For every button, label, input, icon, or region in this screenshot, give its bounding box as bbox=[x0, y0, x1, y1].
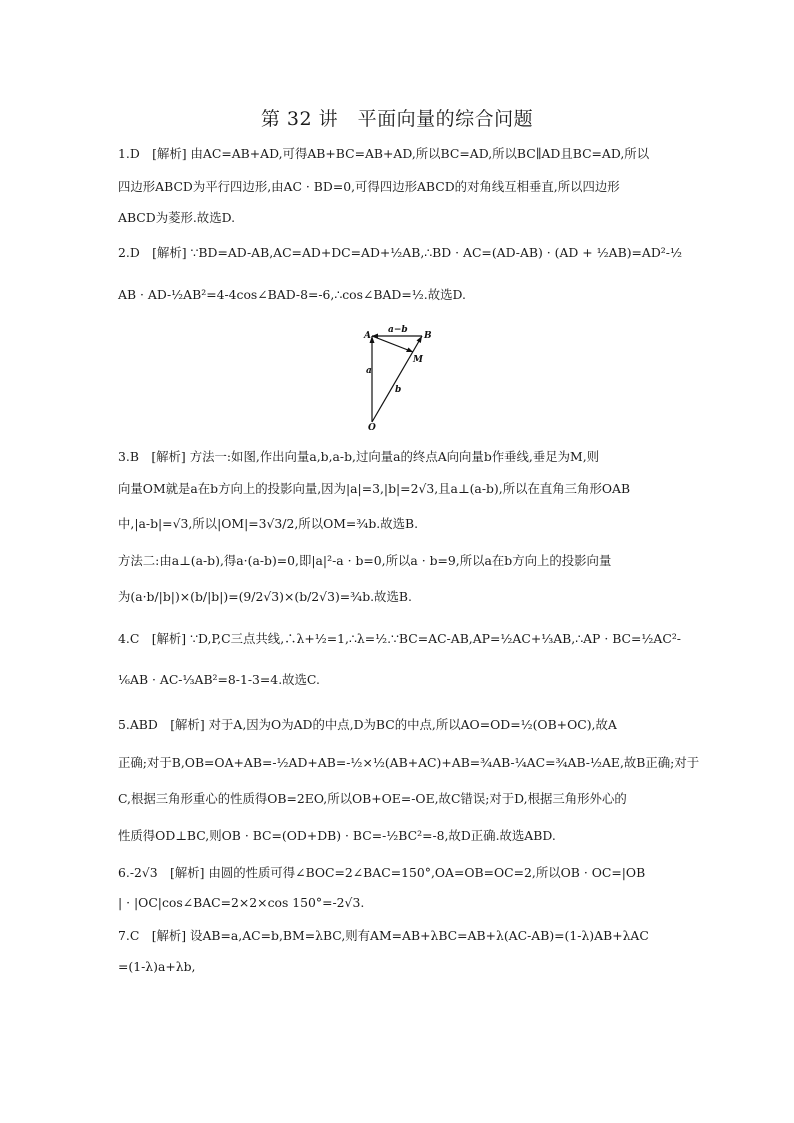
text-line: 2.D [解析] ∵BD=AD-AB,AC=AD+DC=AD+½AB,∴BD · AC=(AD-AB) · (AD + ½AB)=AD²-½ bbox=[118, 245, 682, 260]
text-line: 6.-2√3 [解析] 由圆的性质可得∠BOC=2∠BAC=150°,OA=OB=OC=2,所以OB · OC=|OB bbox=[118, 865, 646, 880]
perpendicular-am bbox=[372, 336, 413, 352]
label-a-point: A bbox=[364, 331, 371, 341]
text-line: | · |OC|cos∠BAC=2×2×cos 150°=-2√3. bbox=[118, 895, 365, 910]
text-line: 1.D [解析] 由AC=AB+AD,可得AB+BC=AB+AD,所以BC=AD,所以BC∥AD且BC=AD,所以 bbox=[118, 146, 650, 161]
text-line: =(1-λ)a+λb, bbox=[118, 959, 196, 974]
text-line: 中,|a-b|=√3,所以|OM|=3√3/2,所以OM=¾b.故选B. bbox=[118, 516, 419, 531]
vector-b bbox=[372, 336, 422, 422]
text-line: 为(a·b/|b|)×(b/|b|)=(9/2√3)×(b/2√3)=¾b.故选B. bbox=[118, 589, 412, 604]
text-line: 3.B [解析] 方法一:如图,作出向量a,b,a-b,过向量a的终点A向向量b作垂线,垂足为M,则 bbox=[118, 449, 600, 464]
text-line: ⅙AB · AC-⅓AB²=8-1-3=4.故选C. bbox=[118, 672, 320, 687]
arrowhead-b bbox=[417, 336, 423, 343]
page-title: 第 32 讲 平面向量的综合问题 bbox=[260, 108, 534, 130]
label-b-point: B bbox=[424, 331, 432, 341]
label-o-point: O bbox=[368, 423, 376, 432]
label-vector-b: b bbox=[395, 385, 402, 395]
text-line: AB · AD-½AB²=4-4cos∠BAD-8=-6,∴cos∠BAD=½.故选D. bbox=[118, 287, 466, 302]
label-vector-a: a bbox=[366, 366, 372, 376]
text-line: 向量OM就是a在b方向上的投影向量,因为|a|=3,|b|=2√3,且a⊥(a-b),所以在直角三角形OAB bbox=[118, 481, 631, 496]
text-line: 5.ABD [解析] 对于A,因为O为AD的中点,D为BC的中点,所以AO=OD=½(OB+OC),故A bbox=[118, 717, 617, 732]
text-line: 性质得OD⊥BC,则OB · BC=(OD+DB) · BC=-½BC²=-8,故D正确.故选ABD. bbox=[118, 828, 556, 843]
text-line: 7.C [解析] 设AB=a,AC=b,BM=λBC,则有AM=AB+λBC=AB+λ(AC-AB)=(1-λ)AB+λAC bbox=[118, 928, 649, 943]
text-line: 4.C [解析] ∵D,P,C三点共线,∴λ+½=1,∴λ=½.∵BC=AC-AB,AP=½AC+⅓AB,∴AP · BC=½AC²- bbox=[118, 631, 681, 646]
text-line: C,根据三角形重心的性质得OB=2EO,所以OB+OE=-OE,故C错误;对于D,根据三角形外心的 bbox=[118, 791, 627, 806]
text-line: 正确;对于B,OB=OA+AB=-½AD+AB=-½×½(AB+AC)+AB=¾AB-¼AC=¾AB-½AE,故B正确;对于 bbox=[118, 755, 700, 770]
text-line: 四边形ABCD为平行四边形,由AC · BD=0,可得四边形ABCD的对角线互相垂直,所以四边形 bbox=[118, 179, 620, 194]
label-vector-a-minus-b: a−b bbox=[388, 325, 408, 335]
vector-triangle-figure bbox=[356, 322, 436, 432]
label-m-point: M bbox=[413, 355, 423, 365]
text-line: 方法二:由a⊥(a-b),得a·(a-b)=0,即|a|²-a · b=0,所以a · b=9,所以a在b方向上的投影向量 bbox=[118, 553, 612, 568]
text-line: ABCD为菱形.故选D. bbox=[118, 210, 236, 225]
